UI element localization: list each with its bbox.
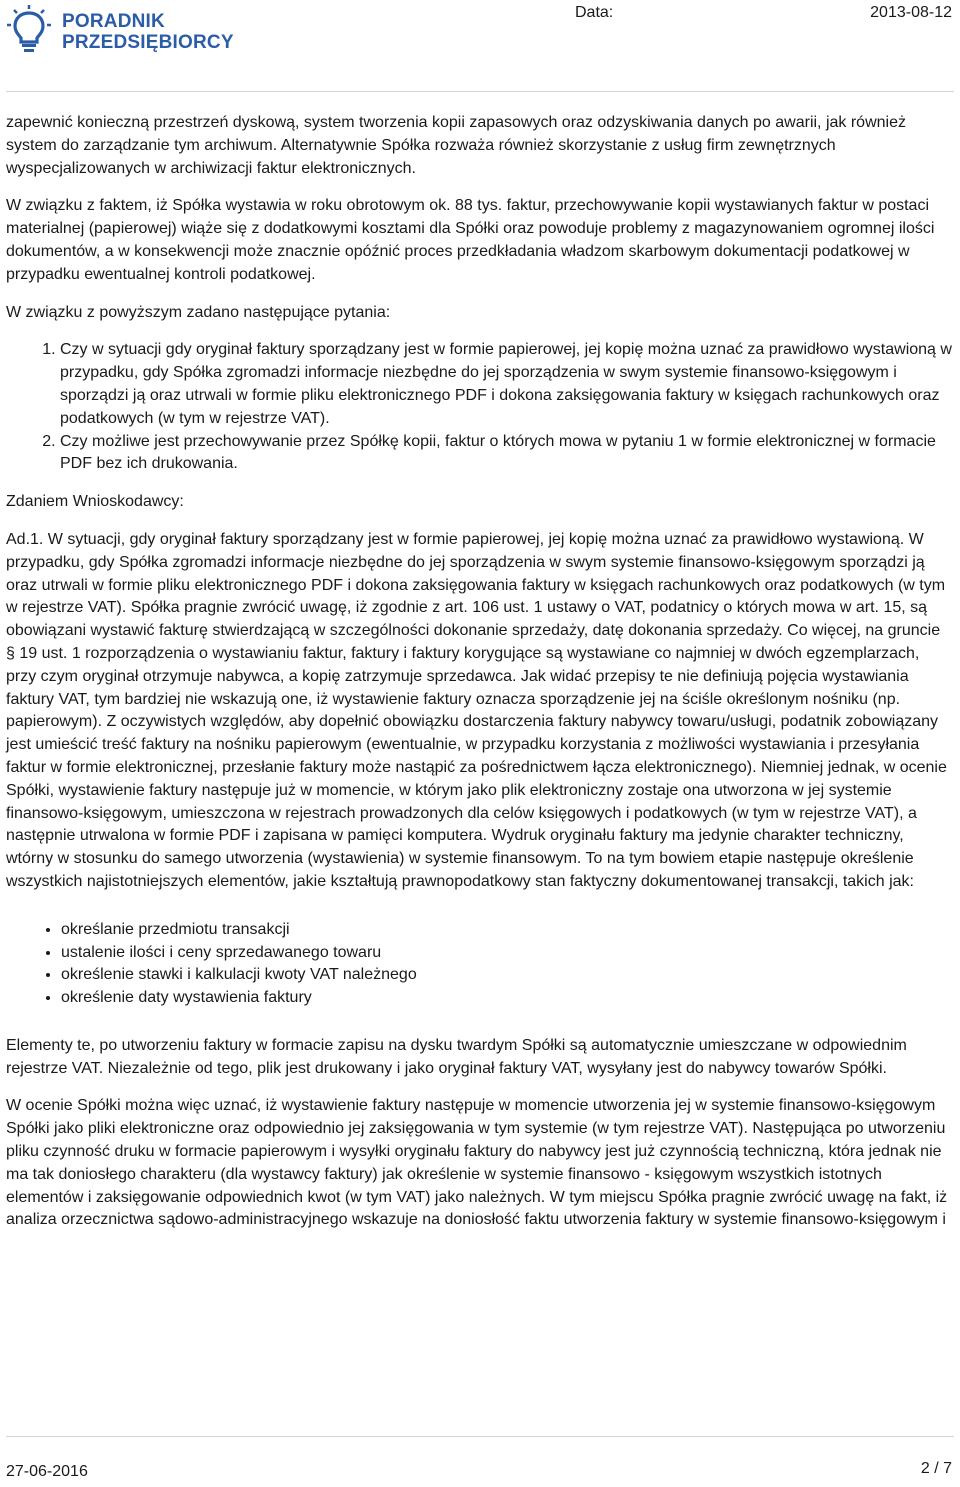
question-2: 2. Czy możliwe jest przechowywanie przez Spółkę kopii, faktur o których mowa w pytaniu 1 w formie elektronicznej w formacie PDF bez ich drukowania. (60, 431, 952, 477)
logo-line-2: PRZEDSIĘBIORCY (62, 32, 234, 53)
elements-list (6, 919, 952, 1010)
footer-date: 27-06-2016 (6, 1463, 88, 1480)
list-item: • ustalenie ilości i ceny sprzedawanego towaru (61, 942, 952, 965)
date-label: Data: (575, 4, 614, 21)
page-number: 2 / 7 (920, 1460, 952, 1477)
page-footer (0, 1436, 960, 1487)
lightbulb-icon (6, 4, 52, 54)
page-header (0, 0, 960, 92)
date-value: 2013-08-12 (870, 4, 952, 21)
questions-list (6, 339, 952, 476)
list-item: • określenie daty wystawienia faktury (61, 987, 952, 1010)
paragraph-questions-intro: W związku z powyższym zadano następujące pytania: (6, 303, 391, 321)
paragraph-company-opinion: W ocenie Spółki można więc uznać, iż wystawienie faktury następuje w momencie utworzenia jej w systemie finansowo-księgowym Spółki jako pliki elektroniczne oraz odpowiednio jej zaksięgowania w tym systemie (w tym rejestrze VAT). Następująca po utworzeniu pliku czynność druku w formacie papierowym i wysyłki oryginału faktury do nabywcy jest już czynnością techniczną, która jednak nie ma tak doniosłego charakteru (dla wystawcy faktury) jak określenie w systemie finansowo - księgowym wszystkich istotnych elementów i zaksięgowanie odpowiednich kwot (w tym VAT) jako należnych. W tym miejscu Spółka pragnie zwrócić uwagę na fakt, iż analiza orzecznictwa sądowo-administracyjnego wskazuje na doniosłość faktu utworzenia faktury w systemie finansowo-księgowym i (6, 1097, 948, 1229)
list-item: • określanie przedmiotu transakcji (61, 919, 952, 942)
header-divider (6, 91, 954, 92)
logo (6, 4, 234, 54)
paragraph-invoice-volume: W związku z faktem, iż Spółka wystawia w roku obrotowym ok. 88 tys. faktur, przechowywanie kopii wystawianych faktur w postaci materialnej (papierowej) wiąże się z dodatkowymi kosztami dla Spółki oraz powoduje problemy z magazynowaniem ogromnej ilości dokumentów, a w konsekwencji może znacznie opóźnić proces przedkładania władzom skarbowym dokumentacji podatkowej w przypadku ewentualnej kontroli podatkowej. (6, 197, 935, 283)
logo-line-1: PORADNIK (62, 11, 165, 32)
footer-divider (6, 1436, 954, 1437)
paragraph-applicant-opinion-heading: Zdaniem Wnioskodawcy: (6, 493, 184, 511)
question-1: 1. Czy w sytuacji gdy oryginał faktury sporządzany jest w formie papierowej, jej kopię można uznać za prawidłowo wystawioną w przypadku, gdy Spółka zgromadzi informacje niezbędne do jej sporządzenia w swym systemie finansowo-księgowym i sporządzi ją oraz utrwali w formie pliku elektronicznego PDF i dokona zaksięgowania faktury w księgach rachunkowych oraz podatkowych (w tym w rejestrze VAT). (60, 339, 952, 430)
document-body (6, 112, 952, 1232)
list-item: • określenie stawki i kalkulacji kwoty VAT należnego (61, 964, 952, 987)
paragraph-answer-1: Ad.1. W sytuacji, gdy oryginał faktury sporządzany jest w formie papierowej, jej kopię można uznać za prawidłowo wystawioną. W przypadku, gdy Spółka zgromadzi informacje niezbędne do jej sporządzenia w swym systemie finansowo-księgowym sporządzi ją oraz utrwali w formie pliku elektronicznego PDF i dokona zaksięgowania faktury w księgach rachunkowych oraz podatkowych (w tym w rejestrze VAT). Spółka pragnie zwrócić uwagę, iż zgodnie z art. 106 ust. 1 ustawy o VAT, podatnicy o których mowa w art. 15, są obowiązani wystawić fakturę stwierdzającą w szczególności dokonanie sprzedaży, datę dokonania sprzedaży. Co więcej, na gruncie § 19 ust. 1 rozporządzenia o wystawianiu faktur, faktury i faktury korygujące są wystawiane co najmniej w dwóch egzemplarzach, przy czym oryginał otrzymuje nabywca, a kopię zatrzymuje sprzedawca. Jak widać przepisy te nie definiują pojęcia wystawiania faktury VAT, tym bardziej nie wskazują one, iż wystawienie faktury oznacza sporządzenie jej na ściśle określonym nośniku (np. papierowym). Z oczywistych względów, aby dopełnić obowiązku dostarczenia faktury nabywcy towaru/usługi, podatnik zobowiązany jest umieścić treść faktury na nośniku papierowym (ewentualnie, w przypadku korzystania z możliwości wystawiania i przesyłania faktur w formie elektronicznej, przesłanie faktury może nastąpić za pośrednictwem łącza elektronicznego). Niemniej jednak, w ocenie Spółki, wystawienie faktury następuje już w momencie, w którym jako plik elektroniczny zostaje ona utworzona w jej systemie finansowo-księgowym, umieszczona w rejestrach prowadzonych dla celów księgowych i podatkowych (w tym w rejestrze VAT), a następnie utrwalona w formie PDF i zapisana w pamięci komputera. Wydruk oryginału faktury ma jedynie charakter techniczny, wtórny w stosunku do samego utworzenia (wystawienia) w systemie finansowym. To na tym bowiem etapie następuje określenie wszystkich najistotniejszych elementów, jakie kształtują prawnopodatkowy stan faktyczny dokumentowanej transakcji, takich jak: (6, 530, 947, 890)
paragraph-archive: zapewnić konieczną przestrzeń dyskową, system tworzenia kopii zapasowych oraz odzyskiwania danych po awarii, jak również system do zarządzanie tym archiwum. Alternatywnie Spółka rozważa również skorzystanie z usług firm zewnętrznych wyspecjalizowanych w archiwizacji faktur elektronicznych. (6, 114, 906, 177)
paragraph-elements-registry: Elementy te, po utworzeniu faktury w formacie zapisu na dysku twardym Spółki są automatycznie umieszczane w odpowiednim rejestrze VAT. Niezależnie od tego, plik jest drukowany i jako oryginał faktury VAT, wysyłany jest do nabywcy towarów Spółki. (6, 1036, 907, 1077)
